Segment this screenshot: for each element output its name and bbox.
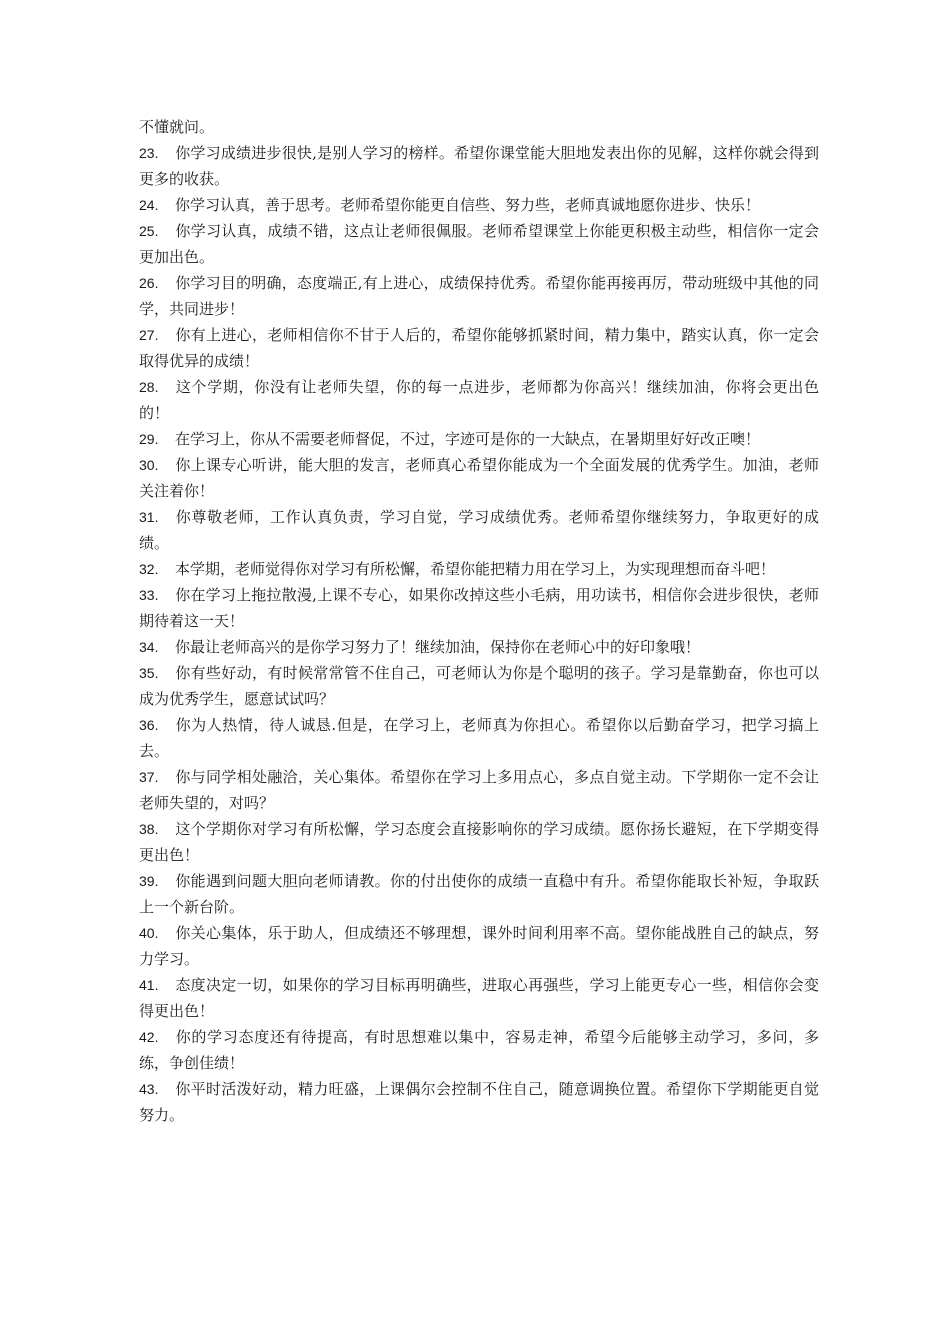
list-item <box>139 452 819 504</box>
item-number: 33. <box>139 587 159 603</box>
document-body <box>139 114 819 1128</box>
item-text: 你的学习态度还有待提高，有时思想难以集中，容易走神，希望今后能够主动学习，多问，多练，争创佳绩！ <box>139 1028 819 1072</box>
item-text: 在学习上，你从不需要老师督促，不过，字迹可是你的一大缺点，在暑期里好好改正噢！ <box>175 430 761 448</box>
item-number: 27. <box>139 327 159 343</box>
list-item <box>139 374 819 426</box>
item-text: 态度决定一切，如果你的学习目标再明确些，进取心再强些，学习上能更专心一些，相信你会变得更出色！ <box>139 976 819 1020</box>
list-item <box>139 556 819 582</box>
list-item <box>139 1076 819 1128</box>
lead-paragraph: 不懂就问。 <box>139 118 215 136</box>
item-number: 25. <box>139 223 159 239</box>
list-item <box>139 764 819 816</box>
list-item <box>139 426 819 452</box>
item-text: 你学习认真，成绩不错，这点让老师很佩服。老师希望课堂上你能更积极主动些，相信你一定会更加出色。 <box>139 222 819 266</box>
item-text: 你关心集体，乐于助人，但成绩还不够理想，课外时间利用率不高。望你能战胜自己的缺点，努力学习。 <box>139 924 819 968</box>
list-item <box>139 816 819 868</box>
item-text: 你有些好动，有时候常常管不住自己，可老师认为你是个聪明的孩子。学习是靠勤奋，你也可以成为优秀学生，愿意试试吗？ <box>139 664 819 708</box>
item-number: 41. <box>139 977 159 993</box>
list-item <box>139 192 819 218</box>
list-item <box>139 140 819 192</box>
list-item <box>139 218 819 270</box>
item-number: 42. <box>139 1029 159 1045</box>
list-item <box>139 322 819 374</box>
item-text: 你有上进心，老师相信你不甘于人后的，希望你能够抓紧时间，精力集中，踏实认真，你一定会取得优异的成绩！ <box>139 326 819 370</box>
item-text: 你最让老师高兴的是你学习努力了！继续加油，保持你在老师心中的好印象哦！ <box>175 638 701 656</box>
item-number: 24. <box>139 197 159 213</box>
list-item <box>139 270 819 322</box>
item-number: 31. <box>139 509 159 525</box>
item-text: 你为人热情，待人诚恳.但是，在学习上，老师真为你担心。希望你以后勤奋学习，把学习搞上去。 <box>139 716 819 760</box>
item-text: 你与同学相处融洽，关心集体。希望你在学习上多用点心，多点自觉主动。下学期你一定不会让老师失望的，对吗？ <box>139 768 819 812</box>
item-text: 你能遇到问题大胆向老师请教。你的付出使你的成绩一直稳中有升。希望你能取长补短，争取跃上一个新台阶。 <box>139 872 819 916</box>
list-item <box>139 504 819 556</box>
list-item <box>139 634 819 660</box>
item-number: 35. <box>139 665 159 681</box>
list-item <box>139 920 819 972</box>
item-number: 40. <box>139 925 159 941</box>
list-item <box>139 712 819 764</box>
item-number: 29. <box>139 431 159 447</box>
item-number: 34. <box>139 639 159 655</box>
item-number: 30. <box>139 457 159 473</box>
comment-list <box>139 140 819 1128</box>
item-number: 28. <box>139 379 159 395</box>
item-text: 这个学期你对学习有所松懈，学习态度会直接影响你的学习成绩。愿你扬长避短，在下学期变得更出色！ <box>139 820 819 864</box>
item-number: 39. <box>139 873 159 889</box>
list-item <box>139 972 819 1024</box>
item-text: 你上课专心听讲，能大胆的发言，老师真心希望你能成为一个全面发展的优秀学生。加油，老师关注着你！ <box>139 456 819 500</box>
item-number: 26. <box>139 275 159 291</box>
item-text: 你学习认真，善于思考。老师希望你能更自信些、努力些，老师真诚地愿你进步、快乐！ <box>175 196 761 214</box>
item-number: 37. <box>139 769 159 785</box>
item-text: 本学期，老师觉得你对学习有所松懈，希望你能把精力用在学习上，为实现理想而奋斗吧！ <box>175 560 776 578</box>
item-number: 38. <box>139 821 159 837</box>
list-item <box>139 868 819 920</box>
item-text: 你平时活泼好动，精力旺盛，上课偶尔会控制不住自己，随意调换位置。希望你下学期能更自觉努力。 <box>139 1080 819 1124</box>
item-text: 这个学期，你没有让老师失望，你的每一点进步，老师都为你高兴！继续加油，你将会更出色的！ <box>139 378 819 422</box>
item-number: 43. <box>139 1081 159 1097</box>
item-number: 36. <box>139 717 159 733</box>
item-text: 你学习成绩进步很快,是别人学习的榜样。希望你课堂能大胆地发表出你的见解，这样你就会得到更多的收获。 <box>139 144 819 188</box>
item-text: 你学习目的明确，态度端正,有上进心，成绩保持优秀。希望你能再接再厉，带动班级中其他的同学，共同进步！ <box>139 274 819 318</box>
item-text: 你尊敬老师，工作认真负责，学习自觉，学习成绩优秀。老师希望你继续努力，争取更好的成绩。 <box>139 508 819 552</box>
list-item <box>139 582 819 634</box>
list-item <box>139 1024 819 1076</box>
item-text: 你在学习上拖拉散漫,上课不专心，如果你改掉这些小毛病，用功读书，相信你会进步很快，老师期待着这一天！ <box>139 586 819 630</box>
list-item <box>139 660 819 712</box>
item-number: 23. <box>139 145 159 161</box>
item-number: 32. <box>139 561 159 577</box>
